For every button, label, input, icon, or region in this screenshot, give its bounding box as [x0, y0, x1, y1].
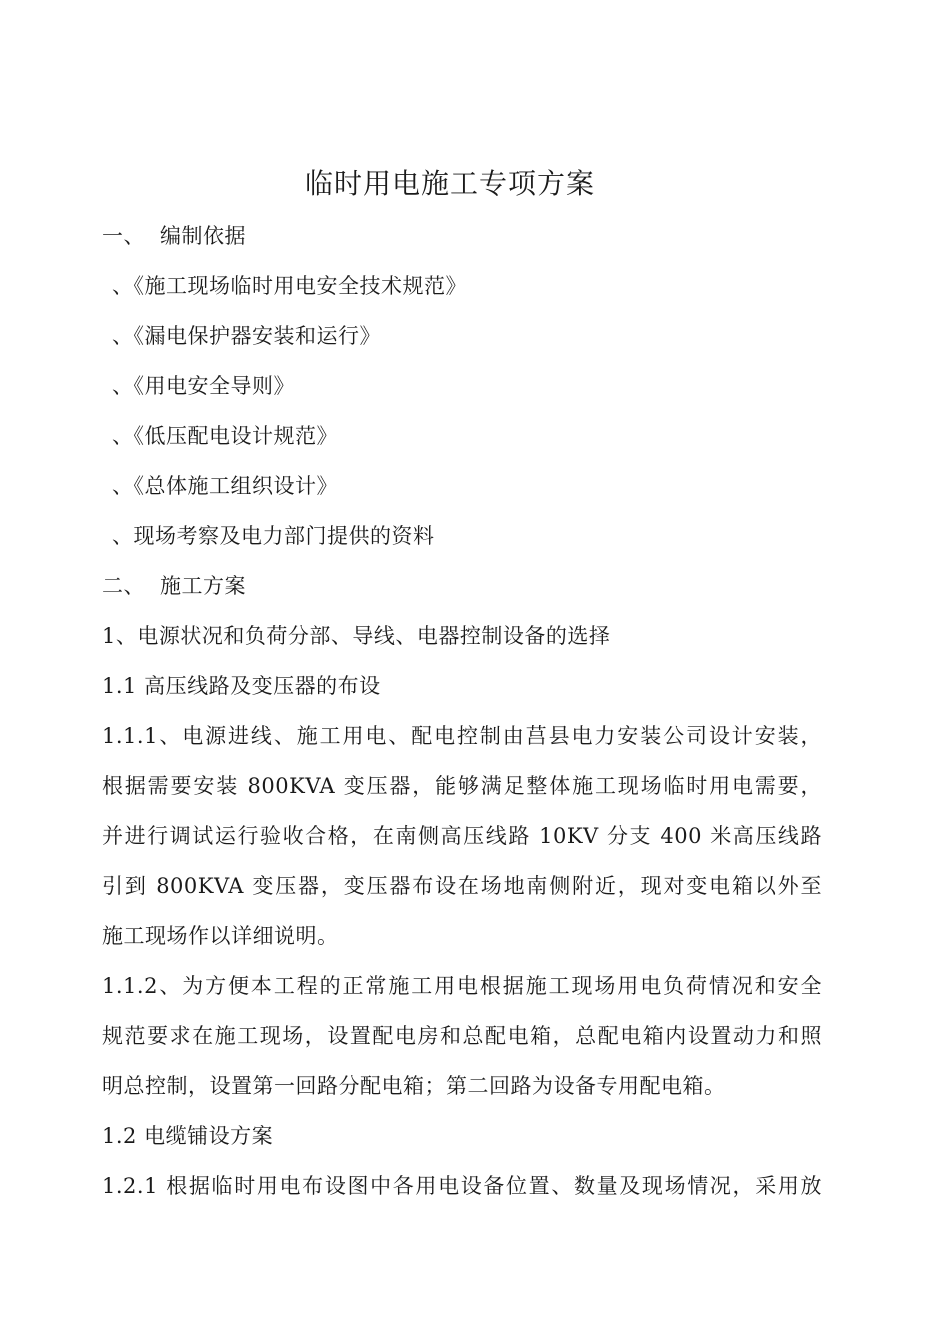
- paragraph-line: 1.1.1、电源进线、施工用电、配电控制由莒县电力安装公司设计安装，: [102, 724, 822, 748]
- section-label: 编制依据: [160, 224, 246, 248]
- subheading-item-1: 1、电源状况和负荷分部、导线、电器控制设备的选择: [102, 624, 611, 648]
- section-number: 二、: [102, 574, 145, 598]
- reference-item: 、《施工现场临时用电安全技术规范》: [112, 274, 467, 298]
- paragraph-line: 引到 800KVA 变压器，变压器布设在场地南侧附近，现对变电箱以外至: [102, 874, 822, 898]
- paragraph-line: 规范要求在施工现场，设置配电房和总配电箱，总配电箱内设置动力和照: [102, 1024, 822, 1048]
- reference-item: 、《总体施工组织设计》: [112, 474, 338, 498]
- reference-item: 、《用电安全导则》: [112, 374, 295, 398]
- section-label: 施工方案: [160, 574, 246, 598]
- paragraph-line: 并进行调试运行验收合格，在南侧高压线路 10KV 分支 400 米高压线路: [102, 824, 822, 848]
- paragraph-line: 1.2.1 根据临时用电布设图中各用电设备位置、数量及现场情况，采用放: [102, 1174, 822, 1198]
- paragraph-line: 根据需要安装 800KVA 变压器，能够满足整体施工现场临时用电需要，: [102, 774, 822, 798]
- reference-item: 、《漏电保护器安装和运行》: [112, 324, 381, 348]
- paragraph-line: 1.1.2、为方便本工程的正常施工用电根据施工现场用电负荷情况和安全: [102, 974, 822, 998]
- document-title: 临时用电施工专项方案: [304, 167, 595, 200]
- section-number: 一、: [102, 224, 145, 248]
- reference-item: 、现场考察及电力部门提供的资料: [112, 524, 435, 548]
- section-heading-plan: [102, 572, 822, 600]
- paragraph-line: 施工现场作以详细说明。: [102, 924, 339, 948]
- subheading-item-1-2: 1.2 电缆铺设方案: [102, 1124, 274, 1148]
- reference-item: 、《低压配电设计规范》: [112, 424, 338, 448]
- subheading-item-1-1: 1.1 高压线路及变压器的布设: [102, 674, 381, 698]
- section-heading-basis: [102, 222, 822, 250]
- paragraph-line: 明总控制，设置第一回路分配电箱；第二回路为设备专用配电箱。: [102, 1074, 726, 1098]
